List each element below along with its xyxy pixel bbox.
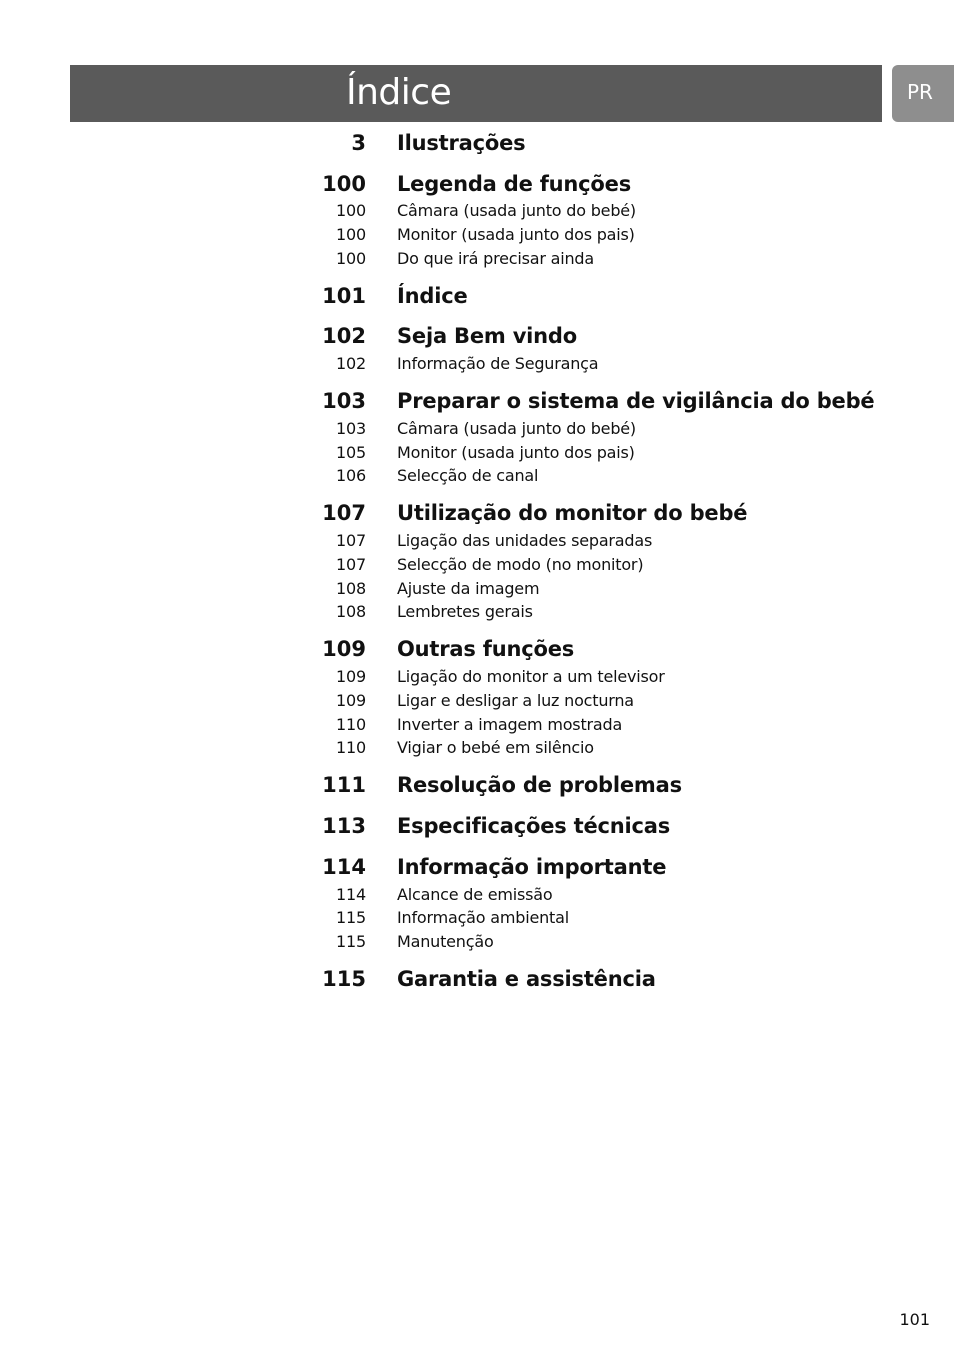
- page-title: Índice: [346, 72, 452, 113]
- language-tab-label: PR: [907, 80, 933, 104]
- toc-page-number: 110: [336, 738, 366, 757]
- toc-page-number: 103: [336, 419, 366, 438]
- toc-entry-label: Legenda de funções: [397, 172, 632, 196]
- toc-page-number: 115: [336, 932, 366, 951]
- toc-page-number: 100: [336, 225, 366, 244]
- toc-entry-label: Índice: [397, 284, 468, 308]
- toc-entry-label: Alcance de emissão: [397, 885, 553, 904]
- toc-page-number: 107: [336, 555, 366, 574]
- toc-page-number: 111: [322, 773, 366, 797]
- toc-page-number: 110: [336, 715, 366, 734]
- toc-entry-label: Selecção de modo (no monitor): [397, 555, 644, 574]
- toc-entry-label: Resolução de problemas: [397, 773, 682, 797]
- toc-page-number: 3: [351, 131, 366, 155]
- toc-page-number: 109: [336, 667, 366, 686]
- toc-entry-label: Informação de Segurança: [397, 354, 599, 373]
- toc-entry-label: Informação importante: [397, 855, 667, 879]
- toc-entry-label: Seja Bem vindo: [397, 324, 577, 348]
- toc-entry-label: Garantia e assistência: [397, 967, 656, 991]
- toc-entry-label: Informação ambiental: [397, 908, 569, 927]
- toc-page-number: 100: [322, 172, 366, 196]
- toc-entry-label: Ligação das unidades separadas: [397, 531, 653, 550]
- toc-page-number: 107: [322, 501, 366, 525]
- toc-page-number: 105: [336, 443, 366, 462]
- toc-entry-label: Outras funções: [397, 637, 575, 661]
- toc-page-number: 103: [322, 389, 366, 413]
- toc-entry-label: Monitor (usada junto dos pais): [397, 443, 635, 462]
- toc-page-number: 108: [336, 602, 366, 621]
- toc-entry-label: Monitor (usada junto dos pais): [397, 225, 635, 244]
- toc-entry-label: Manutenção: [397, 932, 494, 951]
- toc-entry-label: Câmara (usada junto do bebé): [397, 419, 636, 438]
- toc-page-number: 100: [336, 249, 366, 268]
- language-tab: [892, 65, 954, 122]
- toc-entry-label: Lembretes gerais: [397, 602, 533, 621]
- toc-page-number: 108: [336, 579, 366, 598]
- toc-entry-label: Ligar e desligar a luz nocturna: [397, 691, 634, 710]
- toc-page-number: 114: [322, 855, 366, 879]
- toc-entry-label: Ligação do monitor a um televisor: [397, 667, 665, 686]
- toc-page-number: 113: [322, 814, 366, 838]
- title-bar: [70, 65, 882, 122]
- toc-entry-label: Ajuste da imagem: [397, 579, 540, 598]
- toc-entry-label: Inverter a imagem mostrada: [397, 715, 623, 734]
- toc-page-number: 101: [322, 284, 366, 308]
- toc-page-number: 107: [336, 531, 366, 550]
- toc-entry-label: Câmara (usada junto do bebé): [397, 201, 636, 220]
- toc-page-number: 109: [336, 691, 366, 710]
- toc-page-number: 100: [336, 201, 366, 220]
- toc-page-number: 115: [336, 908, 366, 927]
- toc-entry-label: Especificações técnicas: [397, 814, 671, 838]
- toc-page-number: 102: [336, 354, 366, 373]
- toc-page-number: 115: [322, 967, 366, 991]
- page-number: 101: [899, 1310, 930, 1329]
- toc-page-number: 114: [336, 885, 366, 904]
- toc-entry-label: Preparar o sistema de vigilância do bebé: [397, 389, 875, 413]
- toc-entry-label: Selecção de canal: [397, 466, 539, 485]
- toc-page-number: 109: [322, 637, 366, 661]
- toc-entry-label: Utilização do monitor do bebé: [397, 501, 748, 525]
- toc-entry-label: Vigiar o bebé em silêncio: [397, 738, 594, 757]
- toc-page-number: 106: [336, 466, 366, 485]
- toc-page-number: 102: [322, 324, 366, 348]
- toc-entry-label: Ilustrações: [397, 131, 526, 155]
- toc-entry-label: Do que irá precisar ainda: [397, 249, 594, 268]
